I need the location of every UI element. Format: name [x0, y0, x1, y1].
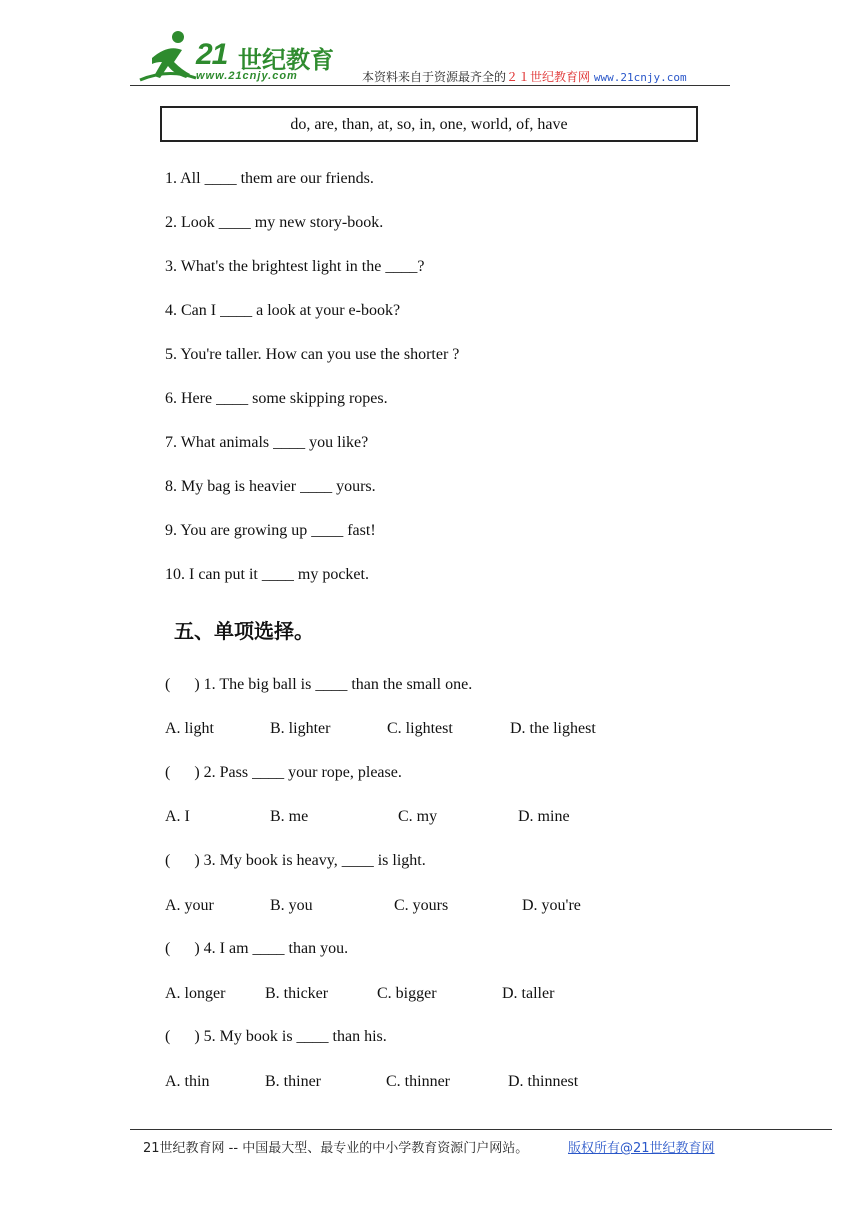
fill-in-item: 10. I can put it ____ my pocket. — [165, 566, 369, 583]
option-b: B. me — [270, 808, 309, 825]
fill-in-item: 3. What's the brightest light in the ____? — [165, 258, 425, 275]
header-tagline — [362, 68, 687, 85]
footer-divider — [130, 1129, 832, 1130]
logo-url: www.21cnjy.com — [196, 70, 298, 82]
logo-number: 21 — [196, 38, 228, 71]
footer-copyright-link[interactable]: 版权所有@21世纪教育网 — [568, 1141, 715, 1156]
question-stem: ( ) 4. I am ____ than you. — [165, 940, 349, 957]
logo-chinese-text: 世纪教育 — [238, 46, 334, 74]
fill-in-item: 1. All ____ them are our friends. — [165, 170, 374, 187]
footer-text: 21世纪教育网 -- 中国最大型、最专业的中小学教育资源门户网站。 — [143, 1141, 529, 1156]
fill-in-item: 8. My bag is heavier ____ yours. — [165, 478, 376, 495]
header-divider — [130, 85, 730, 86]
fill-in-item: 7. What animals ____ you like? — [165, 434, 369, 451]
option-a: A. light — [165, 720, 214, 737]
fill-in-item: 6. Here ____ some skipping ropes. — [165, 390, 388, 407]
tagline-url[interactable]: www.21cnjy.com — [593, 71, 687, 84]
option-d: D. taller — [502, 985, 555, 1002]
option-c: C. lightest — [387, 720, 453, 737]
question-stem: ( ) 2. Pass ____ your rope, please. — [165, 764, 402, 781]
option-b: B. thicker — [265, 985, 329, 1002]
running-figure-icon — [138, 28, 198, 84]
tagline-site-name: ２１世纪教育网 — [506, 70, 591, 84]
option-d: D. the lighest — [510, 720, 596, 737]
option-d: D. mine — [518, 808, 570, 825]
option-c: C. bigger — [377, 985, 437, 1002]
fill-in-item: 5. You're taller. How can you use the shorter ? — [165, 346, 460, 363]
option-a: A. thin — [165, 1073, 210, 1090]
option-c: C. my — [398, 808, 438, 825]
tagline-prefix: 本资料来自于资源最齐全的 — [362, 70, 507, 84]
option-d: D. thinnest — [508, 1073, 579, 1090]
site-logo — [138, 28, 338, 84]
question-stem: ( ) 3. My book is heavy, ____ is light. — [165, 852, 426, 869]
option-a: A. I — [165, 808, 190, 825]
option-b: B. thiner — [265, 1073, 321, 1090]
word-bank-box: do, are, than, at, so, in, one, world, of, have — [160, 106, 698, 142]
option-c: C. thinner — [386, 1073, 450, 1090]
question-stem: ( ) 5. My book is ____ than his. — [165, 1028, 387, 1045]
option-a: A. longer — [165, 985, 226, 1002]
option-b: B. lighter — [270, 720, 331, 737]
fill-in-item: 9. You are growing up ____ fast! — [165, 522, 376, 539]
option-c: C. yours — [394, 897, 449, 914]
fill-in-item: 4. Can I ____ a look at your e-book? — [165, 302, 401, 319]
section-title: 五、单项选择。 — [174, 619, 314, 643]
option-b: B. you — [270, 897, 313, 914]
question-stem: ( ) 1. The big ball is ____ than the small one. — [165, 676, 473, 693]
fill-in-item: 2. Look ____ my new story-book. — [165, 214, 384, 231]
option-d: D. you're — [522, 897, 581, 914]
option-a: A. your — [165, 897, 214, 914]
